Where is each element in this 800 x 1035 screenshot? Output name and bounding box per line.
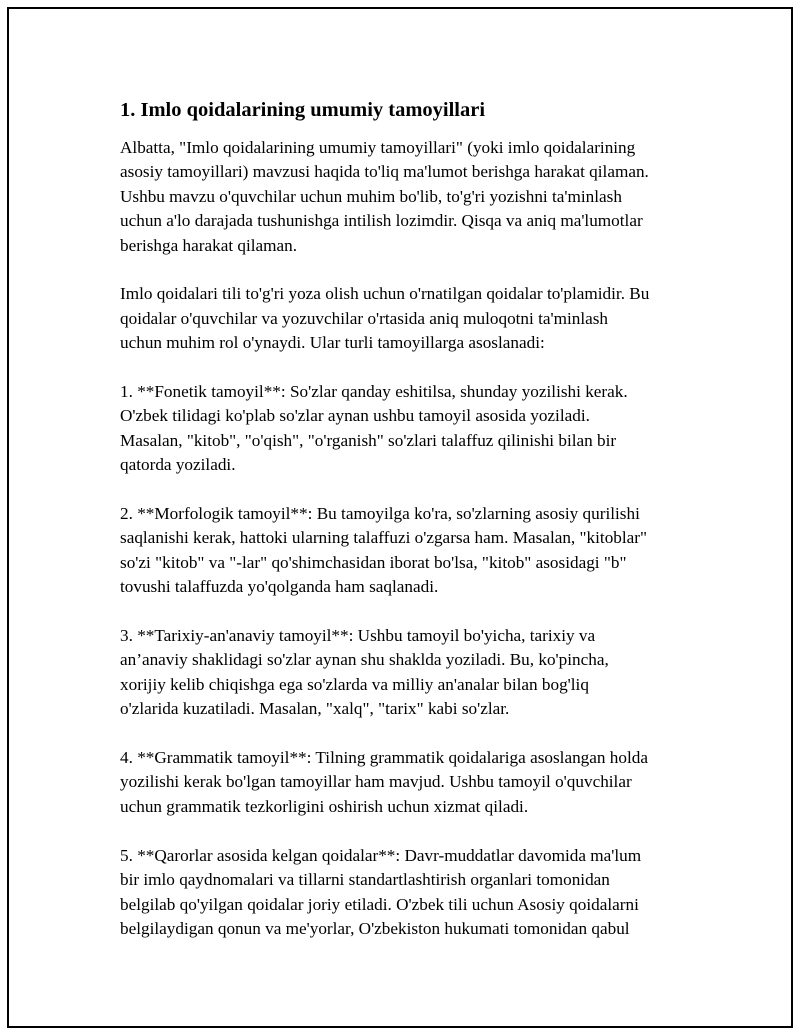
- text-line: Imlo qoidalari tili to'g'ri yoza olish uchun o'rnatilgan qoidalar to'plamidir. Bu: [120, 284, 650, 304]
- text-line: Albatta, "Imlo qoidalarining umumiy tamoyillari" (yoki imlo qoidalarining: [120, 138, 636, 157]
- text-line: belgilab qo'yilgan qoidalar joriy etiladi. O'zbek tili uchun Asosiy qoidalarni: [120, 894, 639, 914]
- text-line: 5. **Qarorlar asosida kelgan qoidalar**: Davr-muddatlar davomida ma'lum: [120, 845, 642, 865]
- text-line: qoidalar o'quvchilar va yozuvchilar o'rtasida aniq muloqotni ta'minlash: [120, 308, 609, 328]
- paragraph-principle-1: [120, 380, 700, 478]
- text-line: xorijiy kelib chiqishga ega so'zlarda va milliy an'analar bilan bog'liq: [120, 674, 589, 694]
- paragraph-principle-2: [120, 502, 700, 600]
- paragraph-principle-3: [120, 624, 700, 722]
- text-line: tovushi talaffuzda yo'qolganda ham saqlanadi.: [120, 577, 439, 597]
- text-line: an’anaviy shaklidagi so'zlar aynan shu shaklda yoziladi. Bu, ko'pincha,: [120, 650, 609, 670]
- text-line: 4. **Grammatik tamoyil**: Tilning grammatik qoidalariga asoslangan holda: [120, 748, 648, 768]
- text-line: so'zi "kitob" va "-lar" qo'shimchasidan iborat bo'lsa, "kitob" asosidagi "b": [120, 552, 627, 572]
- text-line: qatorda yoziladi.: [120, 455, 236, 475]
- text-line: O'zbek tilidagi ko'plab so'zlar aynan ushbu tamoyil asosida yoziladi.: [120, 406, 590, 426]
- text-line: 3. **Tarixiy-an'anaviy tamoyil**: Ushbu tamoyil bo'yicha, tarixiy va: [120, 626, 596, 646]
- paragraph-definition: [120, 282, 700, 355]
- paragraph-principle-4: [120, 746, 700, 819]
- document-title: 1. Imlo qoidalarining umumiy tamoyillari: [120, 99, 486, 121]
- text-line: uchun grammatik tezkorligini oshirish uchun xizmat qiladi.: [120, 796, 529, 816]
- text-line: berishga harakat qilaman.: [120, 235, 298, 255]
- paragraph-principle-5: [120, 844, 700, 942]
- text-line: yozilishi kerak bo'lgan tamoyillar ham mavjud. Ushbu tamoyil o'quvchilar: [120, 772, 632, 792]
- text-line: Ushbu mavzu o'quvchilar uchun muhim bo'lib, to'g'ri yozishni ta'minlash: [120, 186, 622, 206]
- document-body: [120, 97, 700, 966]
- text-line: 1. **Fonetik tamoyil**: So'zlar qanday eshitilsa, shunday yozilishi kerak.: [120, 382, 628, 402]
- text-line: 2. **Morfologik tamoyil**: Bu tamoyilga ko'ra, so'zlarning asosiy qurilishi: [120, 504, 640, 524]
- paragraph-intro: [120, 136, 700, 258]
- text-line: belgilaydigan qonun va me'yorlar, O'zbekiston hukumati tomonidan qabul: [120, 918, 630, 938]
- text-line: bir imlo qaydnomalari va tillarni standartlashtirish organlari tomonidan: [120, 870, 610, 890]
- page-frame: [7, 7, 793, 1028]
- text-line: uchun a'lo darajada tushunishga intilish lozimdir. Qisqa va aniq ma'lumotlar: [120, 211, 643, 231]
- text-line: asosiy tamoyillari) mavzusi haqida to'liq ma'lumot berishga harakat qilaman.: [120, 162, 649, 182]
- text-line: Masalan, "kitob", "o'qish", "o'rganish" so'zlari talaffuz qilinishi bilan bir: [120, 430, 617, 450]
- text-line: saqlanishi kerak, hattoki ularning talaffuzi o'zgarsa ham. Masalan, "kitoblar": [120, 528, 648, 548]
- text-line: uchun muhim rol o'ynaydi. Ular turli tamoyillarga asoslanadi:: [120, 333, 545, 353]
- text-line: o'zlarida kuzatiladi. Masalan, "xalq", "tarix" kabi so'zlar.: [120, 699, 510, 719]
